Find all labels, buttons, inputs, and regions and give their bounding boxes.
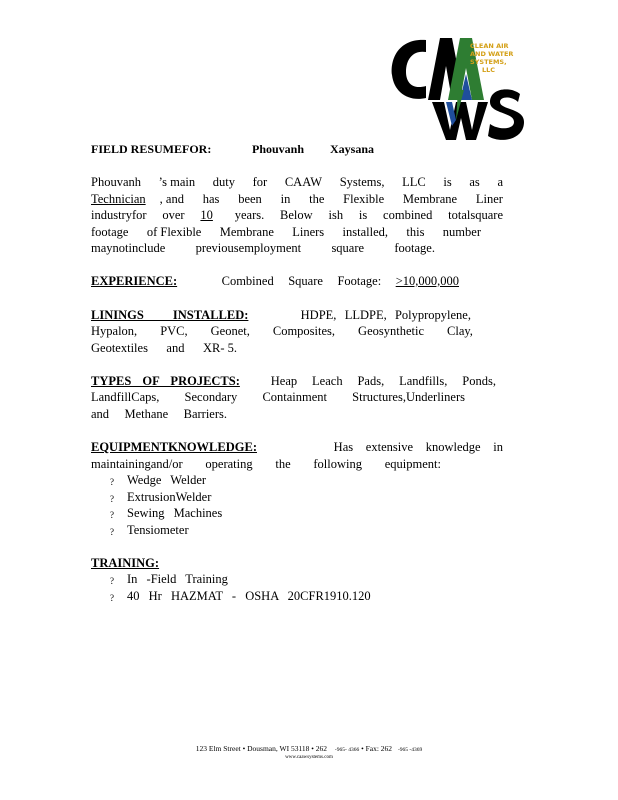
word: Composites,: [272, 324, 336, 338]
word: Structures,Underliners: [352, 390, 465, 404]
word: CAAW: [284, 175, 323, 189]
job-title: Technician: [91, 192, 146, 206]
word: Barriers.: [183, 407, 227, 421]
word: combined: [383, 208, 433, 222]
projects-line-3: [91, 407, 227, 422]
list-item: Tensiometer: [127, 523, 189, 537]
training-label: TRAINING:: [91, 556, 160, 570]
word: Containment: [262, 390, 328, 404]
logo-caption: [470, 42, 513, 74]
word: Leach: [312, 374, 343, 388]
word: Polypropylene,: [394, 308, 471, 322]
equipment-label: EQUIPMENTKNOWLEDGE:: [91, 440, 257, 454]
word: this: [406, 225, 425, 239]
footer-website[interactable]: www.caawsystems.com: [285, 755, 333, 760]
word: of Flexible: [146, 225, 202, 239]
word: for: [252, 175, 268, 189]
footer-fax: -965 -4369: [397, 747, 423, 753]
word: and: [166, 341, 185, 355]
word: Flexible: [343, 192, 385, 206]
word: Ponds,: [462, 374, 496, 388]
word: ’s main: [158, 175, 196, 189]
word: operating: [205, 457, 253, 471]
word: installed,: [342, 225, 389, 239]
intro-line-3: [91, 208, 503, 223]
word: Clay,: [447, 324, 473, 338]
word: LLDPE,: [344, 308, 387, 322]
word: Secondary: [184, 390, 238, 404]
footer-fax-label: • Fax: 262: [361, 744, 393, 753]
word: extensive: [365, 440, 414, 454]
list-item: Wedge Welder: [127, 473, 207, 487]
word: Liner: [475, 192, 503, 206]
word: the: [275, 457, 291, 471]
word: Geonet,: [210, 324, 250, 338]
list-item: Sewing Machines: [127, 506, 223, 520]
word: footage: [91, 225, 129, 239]
list-item: 40 Hr HAZMAT - OSHA 20CFR1910.120: [127, 589, 371, 603]
bullet-icon: ?: [110, 510, 114, 520]
logo-caption-line: SYSTEMS,: [470, 58, 507, 66]
footer-address: 123 Elm Street • Dousman, WI 53118 • 262: [195, 744, 328, 753]
word: Pads,: [357, 374, 385, 388]
logo-caption-line: CLEAN AIR: [470, 42, 509, 50]
word: ish: [328, 208, 344, 222]
word: industryfor: [91, 208, 147, 222]
word: Square: [288, 274, 323, 288]
word: Membrane: [402, 192, 458, 206]
word: Landfills,: [399, 374, 448, 388]
word: is: [443, 175, 452, 189]
footer-phone: -965- 4366: [334, 747, 360, 753]
intro-line-4: [91, 225, 481, 240]
logo-caption-line: LLC: [482, 66, 496, 74]
word: Hypalon,: [91, 324, 138, 338]
linings-line-3: [91, 341, 237, 356]
intro-line-1: [91, 175, 503, 190]
word: Geotextiles: [91, 341, 148, 355]
word: has: [202, 192, 220, 206]
word: maynotinclude: [91, 241, 166, 255]
years-value: 10: [200, 208, 213, 222]
word: PVC,: [160, 324, 188, 338]
word: over: [162, 208, 185, 222]
word: Below: [280, 208, 313, 222]
footer-contact: [0, 744, 618, 753]
word: been: [238, 192, 262, 206]
word: Combined: [221, 274, 274, 288]
company-logo: [388, 30, 528, 142]
bullet-icon: ?: [110, 494, 114, 504]
word: equipment:: [384, 457, 441, 471]
word: Footage:: [337, 274, 382, 288]
word: previousemployment: [195, 241, 302, 255]
word: footage.: [394, 241, 435, 255]
equipment-line-2: [91, 457, 441, 472]
word: following: [313, 457, 362, 471]
word: maintainingand/or: [91, 457, 183, 471]
word: a: [497, 175, 503, 189]
word: is: [358, 208, 368, 222]
bullet-icon: ?: [110, 593, 114, 603]
last-name: Xaysana: [330, 142, 375, 156]
experience-line: [91, 274, 485, 289]
list-item: In -Field Training: [127, 572, 228, 586]
word: Geosynthetic: [358, 324, 425, 338]
word: as: [469, 175, 480, 189]
experience-label: EXPERIENCE:: [91, 274, 178, 288]
word: LLC: [402, 175, 426, 189]
word: LandfillCaps,: [91, 390, 160, 404]
word: and: [91, 407, 110, 421]
word: totalsquare: [448, 208, 503, 222]
linings-line-1: [91, 308, 471, 323]
word: in: [280, 192, 291, 206]
equipment-line-1: [91, 440, 503, 455]
word: the: [309, 192, 325, 206]
projects-line-2: [91, 390, 465, 405]
resume-label: FIELD RESUMEFOR:: [91, 142, 212, 156]
word: Phouvanh: [91, 175, 141, 189]
word: years.: [234, 208, 265, 222]
word: Has: [333, 440, 354, 454]
first-name: Phouvanh: [252, 142, 305, 156]
projects-line-1: [91, 374, 496, 389]
word: , and: [159, 192, 184, 206]
word: Methane: [124, 407, 169, 421]
projects-label: TYPES OF PROJECTS:: [91, 374, 240, 388]
list-item: ExtrusionWelder: [127, 490, 212, 504]
linings-label: LININGS INSTALLED:: [91, 308, 249, 322]
word: HDPE,: [300, 308, 337, 322]
word: Membrane: [219, 225, 274, 239]
bullet-icon: ?: [110, 527, 114, 537]
intro-line-5: [91, 241, 435, 256]
word: XR- 5.: [202, 341, 237, 355]
word: Heap: [270, 374, 298, 388]
word: Systems,: [339, 175, 385, 189]
linings-line-2: [91, 324, 473, 339]
square-footage-value: >10,000,000: [395, 274, 459, 288]
logo-caption-line: AND WATER: [470, 50, 514, 58]
word: number: [442, 225, 481, 239]
word: Liners: [292, 225, 325, 239]
word: in: [493, 440, 503, 454]
word: square: [331, 241, 365, 255]
bullet-icon: ?: [110, 477, 114, 487]
word: knowledge: [425, 440, 481, 454]
intro-line-2: [91, 192, 503, 207]
bullet-icon: ?: [110, 576, 114, 586]
word: duty: [212, 175, 235, 189]
